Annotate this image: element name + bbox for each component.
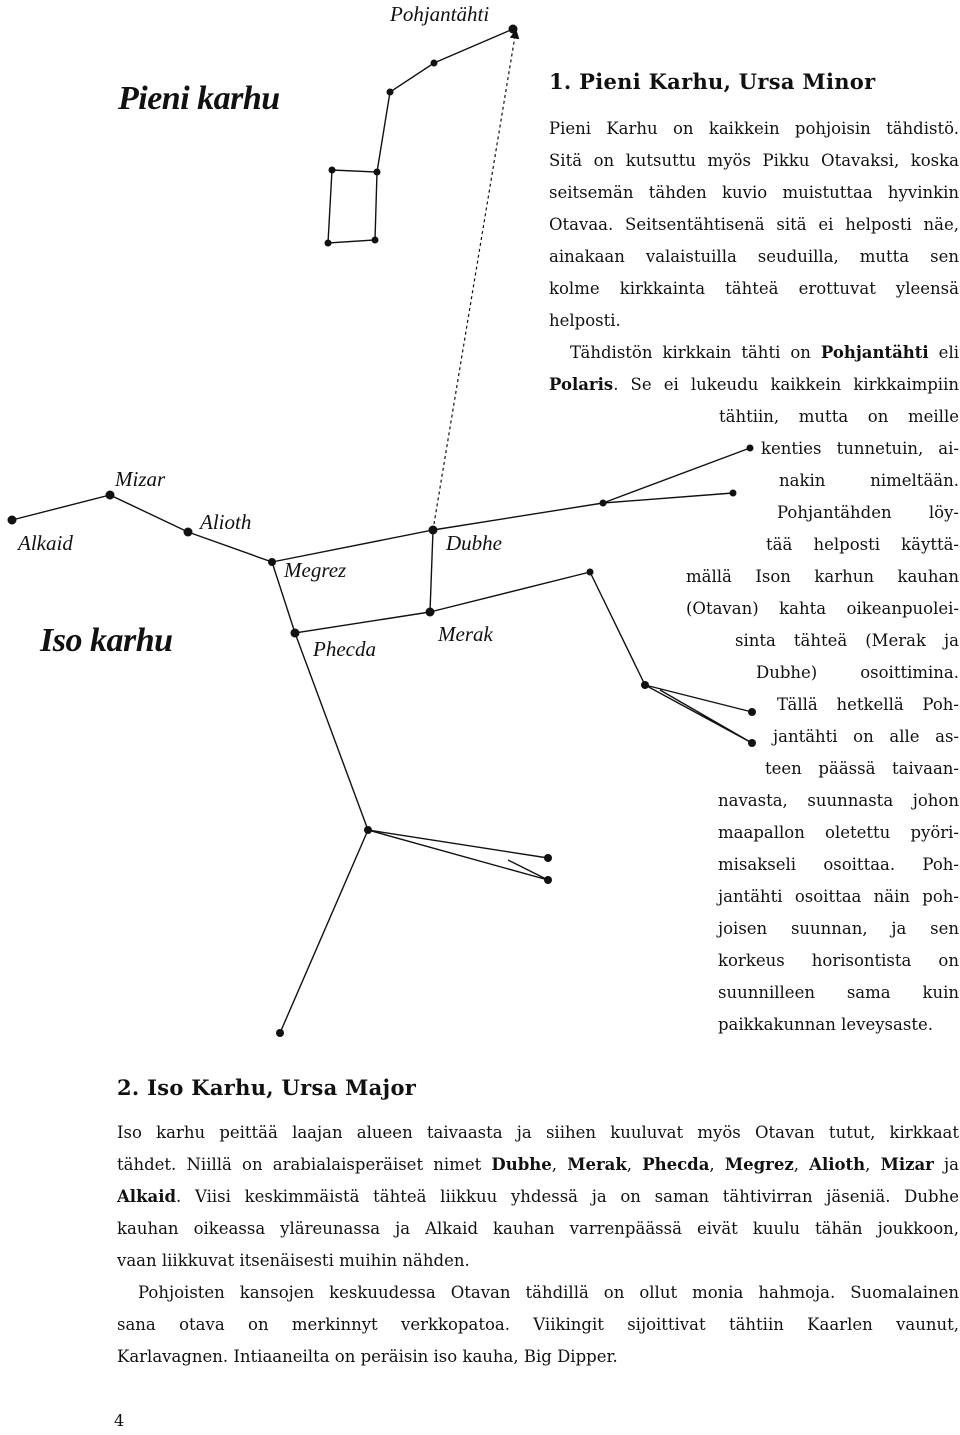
text-line: sana otava on merkinnyt verkkopatoa. Viikingit sijoittivat tähtiin Kaarlen vaunut, bbox=[117, 1315, 959, 1334]
text-line: joisen suunnan, ja sen bbox=[718, 919, 959, 938]
text-span: . Se ei lukeudu kaikkein kirkkaimpiin bbox=[613, 375, 959, 394]
label-dubhe: Dubhe bbox=[446, 531, 502, 555]
front-leg-line bbox=[430, 572, 590, 612]
label-megrez: Megrez bbox=[284, 558, 347, 582]
text-line: sinta tähteä (Merak ja bbox=[735, 631, 959, 650]
section2-heading: 2. Iso Karhu, Ursa Major bbox=[117, 1075, 417, 1100]
star-mizar bbox=[106, 491, 115, 500]
label-pohjantahti: Pohjantähti bbox=[390, 2, 490, 26]
star-front-knee bbox=[641, 681, 649, 689]
neck-line bbox=[603, 448, 750, 503]
text-line: tähtiin, mutta on meille bbox=[719, 407, 959, 426]
text-line: kolme kirkkainta tähteä erottuvat yleensä bbox=[549, 279, 959, 298]
text-line: Otavaa. Seitsentähtisenä sitä ei helposti näe, bbox=[549, 215, 959, 234]
text-span: ja bbox=[933, 1155, 959, 1174]
text-span: eli bbox=[928, 343, 959, 362]
term-dubhe: Dubhe bbox=[491, 1155, 552, 1174]
star-back-knee bbox=[364, 826, 372, 834]
text-line: Pohjantähden löy- bbox=[777, 503, 959, 522]
text-line: Dubhe) osoittimina. bbox=[756, 663, 959, 682]
label-mizar: Mizar bbox=[115, 467, 166, 491]
text-span: tähdet. Niillä on arabialaisperäiset nimet bbox=[117, 1155, 492, 1174]
text-span: Tähdistön kirkkain tähti on bbox=[570, 343, 821, 362]
star-polaris bbox=[509, 25, 518, 34]
term-merak: Merak bbox=[567, 1155, 627, 1174]
text-span: . Viisi keskimmäistä tähteä liikkuu yhdessä ja on saman tähtivirran jäseniä. Dubhe bbox=[176, 1187, 959, 1206]
text-line: nakin nimeltään. bbox=[779, 471, 959, 490]
text-line: (Otavan) kahta oikeanpuolei- bbox=[686, 599, 959, 618]
text-span: , bbox=[709, 1155, 725, 1174]
star-front-foot-2 bbox=[748, 739, 756, 747]
star-ursa-minor-7 bbox=[329, 167, 336, 174]
star-dubhe bbox=[429, 526, 438, 535]
ursa-major-lines bbox=[12, 448, 752, 1033]
label-alkaid: Alkaid bbox=[18, 531, 73, 555]
star-head bbox=[600, 500, 607, 507]
text-span: , bbox=[793, 1155, 810, 1174]
label-phecda: Phecda bbox=[313, 637, 376, 661]
text-line bbox=[570, 342, 959, 363]
text-line: navasta, suunnasta johon bbox=[718, 791, 959, 810]
star-hind-foot bbox=[276, 1029, 284, 1037]
star-merak bbox=[426, 608, 435, 617]
star-alioth bbox=[184, 528, 193, 537]
section1-heading: 1. Pieni Karhu, Ursa Minor bbox=[549, 69, 876, 94]
text-line: jantähti on alle as- bbox=[773, 727, 959, 746]
term-pohjantahti: Pohjantähti bbox=[820, 343, 929, 362]
text-line: paikkakunnan leveysaste. bbox=[718, 1015, 933, 1034]
text-line: Tällä hetkellä Poh- bbox=[777, 695, 959, 714]
star-back-foot-1 bbox=[544, 854, 552, 862]
star-megrez bbox=[268, 558, 276, 566]
text-line: Karlavagnen. Intiaaneilta on peräisin iso kauha, Big Dipper. bbox=[117, 1347, 618, 1366]
ursa-major-title: Iso karhu bbox=[40, 622, 173, 659]
label-merak: Merak bbox=[438, 622, 493, 646]
text-span: , bbox=[551, 1155, 568, 1174]
text-line: maapallon oletettu pyöri- bbox=[718, 823, 959, 842]
term-alkaid: Alkaid bbox=[117, 1187, 176, 1206]
star-ursa-minor-4 bbox=[374, 169, 381, 176]
stars bbox=[8, 25, 757, 1038]
term-polaris: Polaris bbox=[549, 375, 614, 394]
text-line: mällä Ison karhun kauhan bbox=[686, 567, 959, 586]
star-nose bbox=[730, 490, 737, 497]
star-back-foot-2 bbox=[544, 876, 552, 884]
text-line: Pohjoisten kansojen keskuudessa Otavan tähdillä on ollut monia hahmoja. Suomalainen bbox=[138, 1283, 959, 1302]
text-line: misakseli osoittaa. Poh- bbox=[718, 855, 959, 874]
text-line: kenties tunnetuin, ai- bbox=[761, 439, 959, 458]
star-ursa-minor-2 bbox=[431, 60, 438, 67]
text-line: Iso karhu peittää laajan alueen taivaasta ja siihen kuuluvat myös Otavan tutut, kirkkaat bbox=[117, 1123, 959, 1142]
back-toe-line bbox=[368, 830, 548, 858]
star-front-foot-1 bbox=[748, 708, 756, 716]
hind-leg-line bbox=[280, 830, 368, 1033]
star-ear bbox=[747, 445, 754, 452]
text-line: vaan liikkuvat itsenäisesti muihin nähden. bbox=[117, 1251, 470, 1270]
page-number: 4 bbox=[114, 1411, 125, 1430]
text-line: Pieni Karhu on kaikkein pohjoisin tähdistö. bbox=[549, 119, 959, 138]
term-megrez: Megrez bbox=[724, 1155, 794, 1174]
ursa-minor-handle-line bbox=[377, 29, 513, 172]
star-ursa-minor-6 bbox=[325, 240, 332, 247]
star-front-leg bbox=[587, 569, 594, 576]
ursa-minor-bowl-line bbox=[328, 170, 377, 243]
front-toe-line bbox=[645, 685, 752, 712]
text-line: helposti. bbox=[549, 311, 621, 330]
text-line: Sitä on kutsuttu myös Pikku Otavaksi, koska bbox=[549, 151, 959, 170]
text-line: jantähti osoittaa näin poh- bbox=[718, 887, 959, 906]
ursa-minor-lines bbox=[328, 29, 513, 243]
pointer-line bbox=[433, 30, 516, 530]
star-ursa-minor-5 bbox=[372, 237, 379, 244]
text-line: teen päässä taivaan- bbox=[765, 759, 959, 778]
text-line bbox=[117, 1154, 959, 1175]
text-span: , bbox=[626, 1155, 643, 1174]
back-leg-line bbox=[295, 633, 548, 880]
ursa-minor-title: Pieni karhu bbox=[118, 80, 280, 117]
text-span: , bbox=[865, 1155, 881, 1174]
text-line: suunnilleen sama kuin bbox=[718, 983, 959, 1002]
term-alioth: Alioth bbox=[809, 1155, 866, 1174]
text-line: ainakaan valaistuilla seuduilla, mutta sen bbox=[549, 247, 959, 266]
star-alkaid bbox=[8, 516, 17, 525]
text-line bbox=[549, 374, 959, 395]
text-line: korkeus horisontista on bbox=[718, 951, 959, 970]
text-line bbox=[117, 1186, 959, 1207]
label-alioth: Alioth bbox=[200, 510, 252, 534]
term-mizar: Mizar bbox=[880, 1155, 934, 1174]
text-line: kauhan oikeassa yläreunassa ja Alkaid kauhan varrenpäässä eivät kuulu tähän joukkoon, bbox=[117, 1219, 959, 1238]
term-phecda: Phecda bbox=[642, 1155, 710, 1174]
text-line: tää helposti käyttä- bbox=[766, 535, 959, 554]
star-phecda bbox=[291, 629, 300, 638]
head-line bbox=[433, 493, 733, 530]
text-line: seitsemän tähden kuvio muistuttaa hyvinkin bbox=[549, 183, 959, 202]
star-ursa-minor-3 bbox=[387, 89, 394, 96]
